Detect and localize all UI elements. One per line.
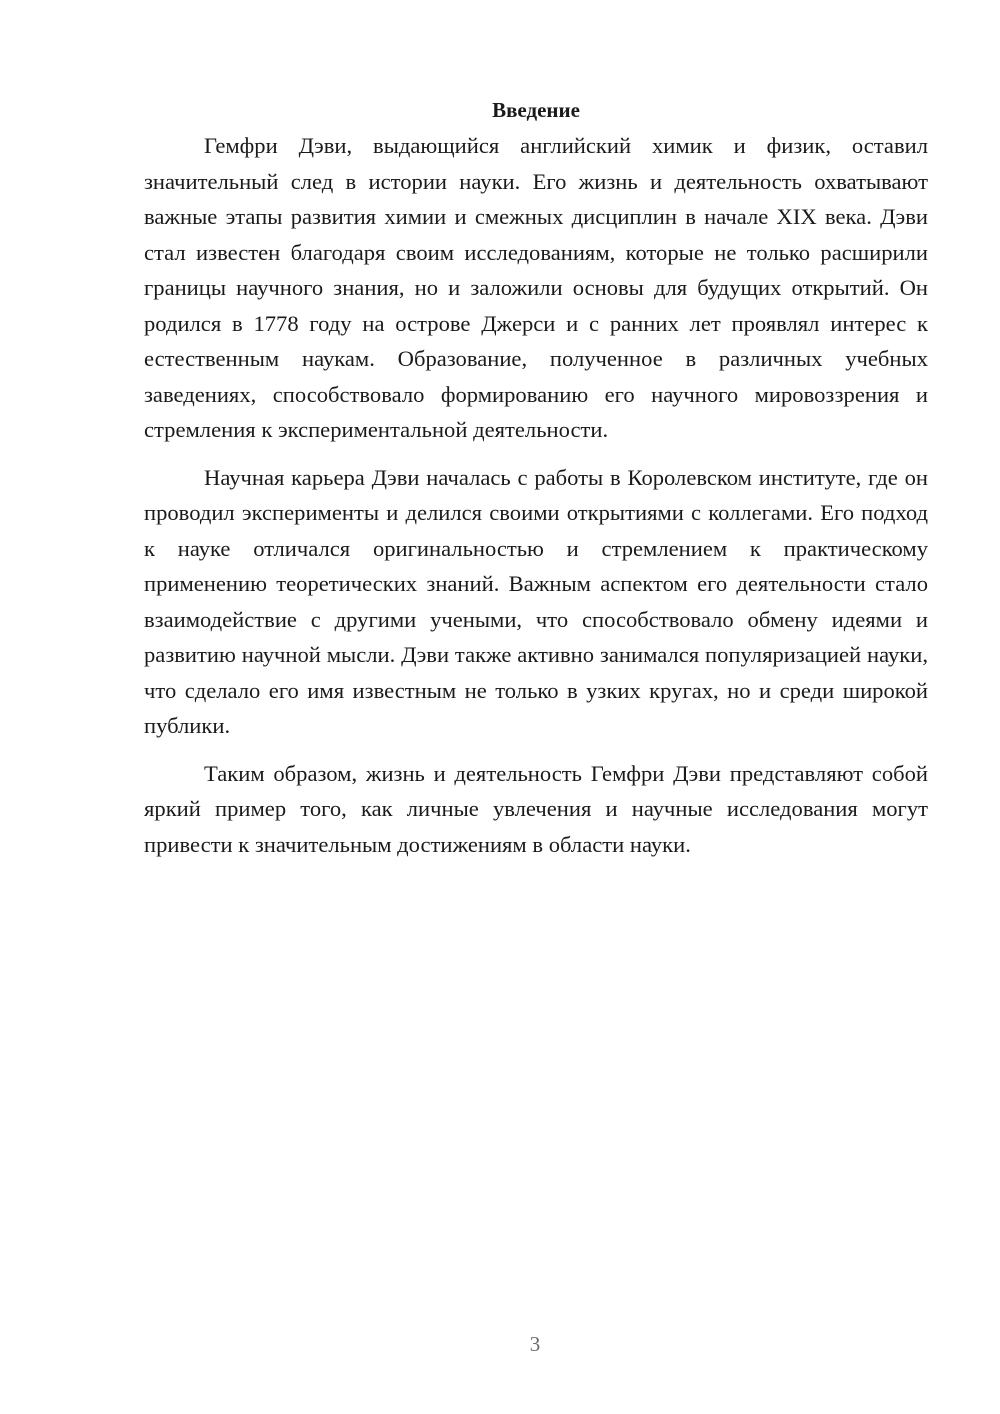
- page-number: 3: [529, 1332, 541, 1356]
- section-title: Введение: [492, 98, 580, 122]
- paragraph-1: Гемфри Дэви, выдающийся английский химик и физик, оставил значительный след в истории науки. Его жизнь и деятельность охватывают важные этапы развития химии и смежных дисциплин в начале XIX века. Дэви стал известен благодаря своим исследованиям, которые не только расширили границы научного знания, но и заложили основы для будущих открытий. Он родился в 1778 году на острове Джерси и с ранних лет проявлял интерес к естественным наукам. Образование, полученное в различных учебных заведениях, способствовало формированию его научного мировоззрения и стремления к экспериментальной деятельности.: [144, 133, 928, 442]
- page-content: [144, 92, 928, 862]
- paragraph-3: Таким образом, жизнь и деятельность Гемфри Дэви представляют собой яркий пример того, как личные увлечения и научные исследования могут привести к значительным достижениям в области науки.: [144, 760, 928, 857]
- paragraph-2: Научная карьера Дэви началась с работы в Королевском институте, где он проводил эксперименты и делился своими открытиями с коллегами. Его подход к науке отличался оригинальностью и стремлением к практическому применению теоретических знаний. Важным аспектом его деятельности стало взаимодействие с другими учеными, что способствовало обмену идеями и развитию научной мысли. Дэви также активно занимался популяризацией науки, что сделало его имя известным не только в узких кругах, но и среди широкой публики.: [144, 464, 928, 738]
